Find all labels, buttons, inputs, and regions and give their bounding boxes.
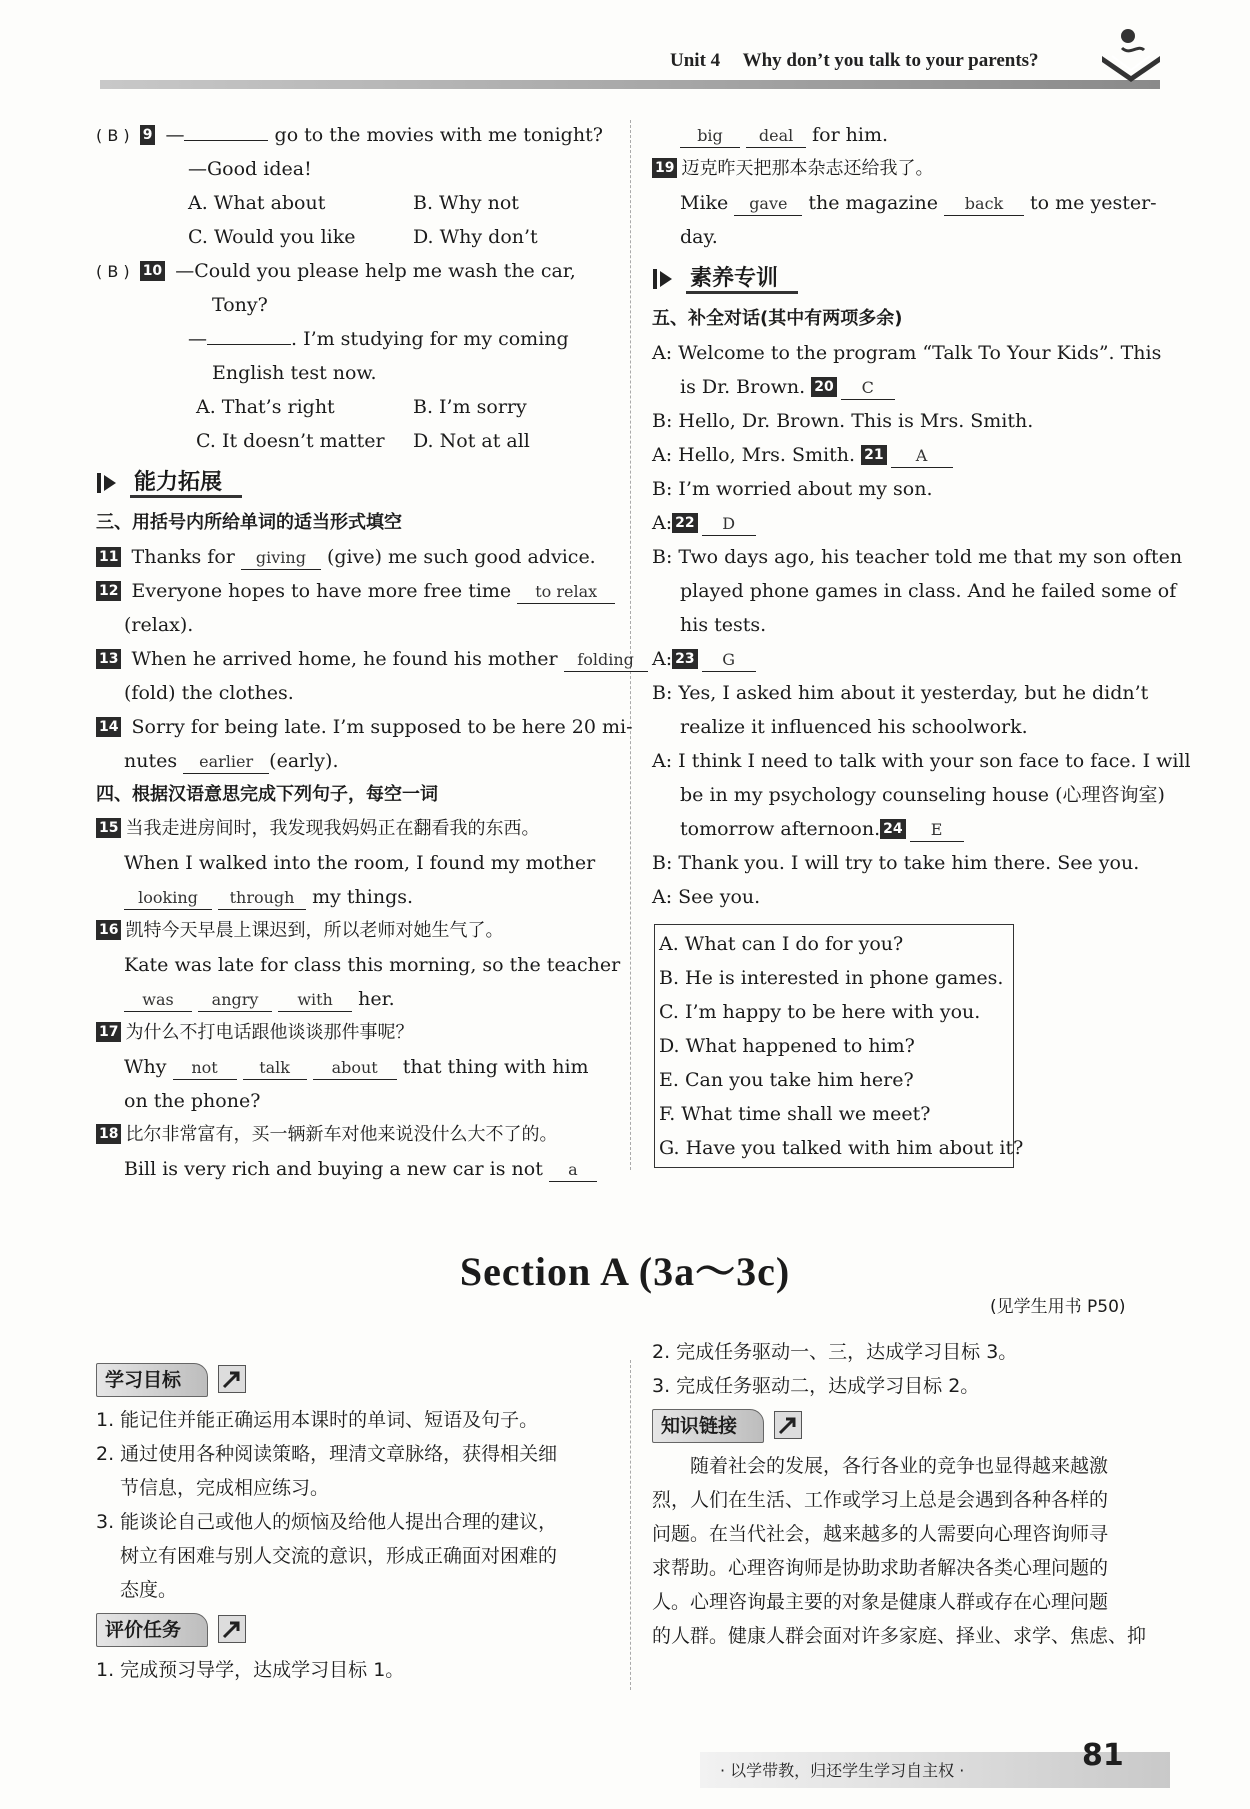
q17-zh: 17 为什么不打电话跟他谈谈那件事呢？ [96, 1016, 611, 1050]
q10-options-row1: A. That’s right B. I’m sorry [196, 396, 527, 418]
pencil-arrow-icon [652, 266, 674, 292]
section-heading-ability: 能力拓展 [96, 462, 611, 502]
q10-options-row2: C. It doesn’t matter D. Not at all [196, 430, 530, 452]
q19-en: Mike gave the magazine back to me yester- [680, 192, 1157, 214]
section-title: Section A (3a～3c) [459, 1249, 791, 1294]
tag-knowledge-link: 知识链接 [652, 1409, 1172, 1447]
q14-line2: nutes earlier (early). [124, 750, 339, 772]
dialog-line-24: tomorrow afternoon. 24 E [652, 812, 1167, 846]
student-book-ref: (见学生用书 P50) [990, 1297, 1126, 1317]
pencil-arrow-icon [96, 470, 118, 496]
dialog-line-23: A: 23 G [652, 642, 1167, 676]
column-divider [630, 120, 631, 1170]
option-item: C. I’m happy to be here with you. [659, 1001, 981, 1023]
learning-goals-column: 学习目标 1. 能记住并能正确运用本课时的单词、短语及句子。 2. 通过使用各种阅读策略，理清文章脉络，获得相关细 节信息，完成相应练习。 3. 能谈论自己或他人的烦恼及给他人提出合理的建议， 树立有困难与别人交流的意识，形成正确面对困难的 态度。 评价任务 1. 完成预习导学，达成学习目标 1。 [96, 1357, 616, 1687]
book-logo-icon [1100, 26, 1162, 86]
q10-line: ( B ) 10 —Could you please help me wash the car, [96, 260, 576, 282]
option-item: B. He is interested in phone games. [659, 967, 1004, 989]
question-number: 9 [140, 125, 156, 145]
unit-title: Why don’t you talk to your parents? [742, 50, 1039, 71]
q14-line: 14 Sorry for being late. I’m supposed to be here 20 mi- [96, 710, 611, 744]
q18-continued: big deal for him. [652, 118, 1167, 152]
arrow-icon [218, 1365, 246, 1393]
q9-options-row1: A. What about B. Why not [188, 192, 519, 214]
column-divider [630, 1360, 631, 1690]
options-box [654, 924, 1024, 1168]
page-number: 81 [1082, 1738, 1124, 1773]
q17-answers: Why not talk about that thing with him [124, 1056, 589, 1078]
dialog-line-20: is Dr. Brown. 20 C [652, 370, 1167, 404]
unit-label: Unit 4 [670, 50, 721, 71]
arrow-icon [218, 1615, 246, 1643]
q9-line: ( B ) 9 — go to the movies with me tonight? [96, 124, 603, 146]
answer-blank [184, 140, 268, 141]
footer-motto: · 以学带教，归还学生学习自主权 · [720, 1761, 965, 1780]
dialog-line-21: A: Hello, Mrs. Smith. 21 A [652, 438, 1167, 472]
option-item: G. Have you talked with him about it? [659, 1137, 1024, 1159]
knowledge-column: 2. 完成任务驱动一、三，达成学习目标 3。 3. 完成任务驱动二，达成学习目标 2。 知识链接 随着社会的发展，各行各业的竞争也显得越来越激 烈，人们在生活、工作或学习上总是会遇到各种各样的 问题。在当代社会，越来越多的人需要向心理咨询师寻 求帮助。心理咨询师是协助求助者解决各类心理问题的 人。心理咨询最主要的对象是健康人群或存在心理问题 的人群。健康人群会面对许多家庭、择业、求学、焦虑、抑 [652, 1357, 1172, 1653]
q15-zh: 15 当我走进房间时，我发现我妈妈正在翻看我的东西。 [96, 812, 611, 846]
section-heading-literacy: 素养专训 [652, 258, 1167, 298]
running-header [670, 50, 1039, 72]
question-number: 10 [140, 261, 165, 281]
q18-en: Bill is very rich and buying a new car is not a [96, 1152, 611, 1186]
tag-evaluation-tasks: 评价任务 [96, 1613, 616, 1651]
tag-learning-goals: 学习目标 [96, 1363, 616, 1401]
q19-zh: 19 迈克昨天把那本杂志还给我了。 [652, 152, 1167, 186]
dialog-line-22: A: 22 D [652, 506, 1167, 540]
q11-line: 11 Thanks for giving (give) me such good advice. [96, 540, 611, 574]
header-rule [100, 80, 1160, 89]
left-column: ( B ) 9 — go to the movies with me tonight? —Good idea! A. What about B. Why not C. Would you like D. Why don’t ( B ) 10 —Could you please help me wash the car, Tony? — . I’m studying for my coming English test now. A. That’s right B. I’m sorry C. It doesn’t matter D. Not at all 能力拓展 三、用括号内所给单词的适当形式填空 11 Thanks for giving (give) me such good advice. 12 Everyone hopes to have more free time to relax (relax). 13 When he arrived home, he found his mother folding (fold) the clothes. 14 Sorry for being late. I’m supposed to be here 20 mi- nutes earlier (early). 四、根据汉语意思完成下列句子，每空一词 15 当我走进房间时，我发现我妈妈正在翻看我的东西。 When I walked into the room, I found my mother looking through my things. 16 凯特今天早晨上课迟到，所以老师对她生气了。 Kate was late for class this morning, so the teacher was angry with her. 17 为什么不打电话跟他谈谈那件事呢？ Why not talk about that thing with him on the phone? 18 比尔非常富有，买一辆新车对他来说没什么大不了的。 Bill is very rich and buying a new car is not a [96, 118, 611, 1186]
option-item: E. Can you take him here? [659, 1069, 914, 1091]
q16-zh: 16 凯特今天早晨上课迟到，所以老师对她生气了。 [96, 914, 611, 948]
option-item: A. What can I do for you? [659, 933, 904, 955]
q9-options-row2: C. Would you like D. Why don’t [188, 226, 538, 248]
q16-answers: was angry with her. [96, 982, 611, 1016]
q18-zh: 18 比尔非常富有，买一辆新车对他来说没什么大不了的。 [96, 1118, 611, 1152]
right-column: big deal for him. 19 迈克昨天把那本杂志还给我了。 Mike gave the magazine back to me yester- day. 素养专训 五、补全对话(其中有两项多余) A: Welcome to the program “Talk To Your Kids”. This is Dr. Brown. 20 C B: Hello, Dr. Brown. This is Mrs. Smith. A: Hello, Mrs. Smith. 21 A B: I’m worried about my son. A: 22 D B: Two days ago, his teacher told me that my son often played phone games in class. And he failed some of his tests. A: 23 G B: Yes, I asked him about it yesterday, but he didn’t realize it influenced his schoolwork. A: I think I need to talk with your son face to face. I will be in my psychology counseling house (心理咨询室) tomorrow afternoon. 24 E B: Thank you. I will try to take him there. See you. A: See you. A. What can I do for you? B. He is interested in phone games. C. I’m happy to be here with you. D. What happened to him? E. Can you take him here? F. What time shall we meet? G. Have you talked with him about it? [652, 118, 1167, 1168]
option-item: D. What happened to him? [659, 1035, 915, 1057]
q10-reply: — . I’m studying for my coming [188, 328, 569, 350]
option-item: F. What time shall we meet? [659, 1103, 931, 1125]
q12-line: 12 Everyone hopes to have more free time to relax [96, 574, 611, 608]
q15-answers: looking through my things. [96, 880, 611, 914]
arrow-icon [774, 1411, 802, 1439]
q13-line: 13 When he arrived home, he found his mother folding [96, 642, 611, 676]
answer-blank [207, 344, 291, 345]
